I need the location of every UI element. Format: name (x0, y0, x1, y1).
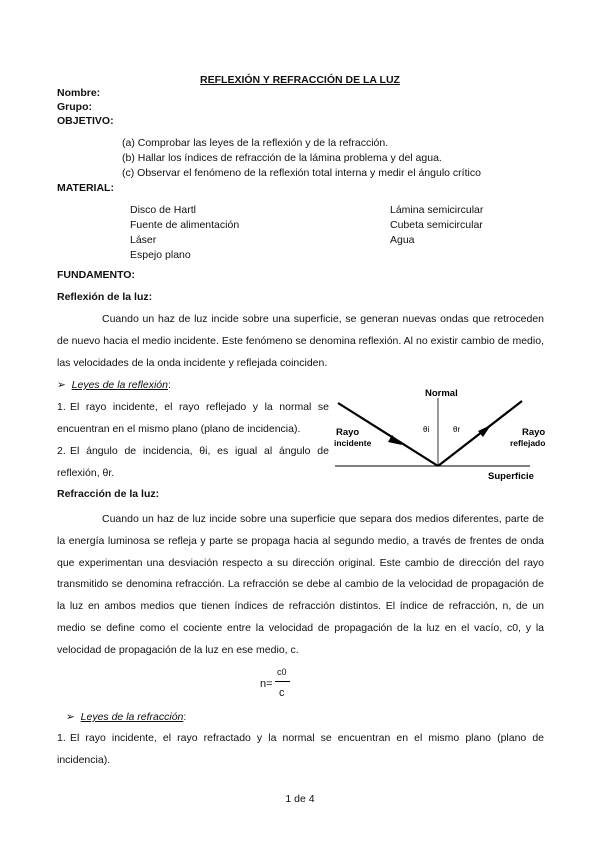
normal-label: Normal (425, 388, 458, 399)
reflected-label: reflejado (510, 438, 546, 448)
reflexion-heading: Reflexión de la luz: (57, 291, 153, 303)
page-number: 1 de 4 (285, 793, 315, 805)
grupo-label: Grupo: (57, 101, 92, 113)
reflection-diagram (330, 383, 555, 483)
refraccion-heading: Refracción de la luz: (57, 488, 160, 500)
material-item: Lámina semicircular (390, 204, 484, 216)
refraccion-paragraph (57, 509, 544, 662)
theta-i-label: θi (423, 425, 430, 434)
paragraph-text: Cuando un haz de luz incide sobre una superficie, se generan nuevas ondas que retroceden de nuevo hacia el medio incidente. Este fenómeno se denomina reflexión. Al no existir cambio de medio, las velocidades de la onda incidente y reflejada coinciden. (57, 313, 544, 369)
material-item: Fuente de alimentación (130, 219, 240, 231)
reflexion-paragraph (57, 309, 544, 374)
paragraph-text: Cuando un haz de luz incide sobre una superficie que separa dos medios diferentes, parte de la energía luminosa se refleja y parte se propaga hacia al segundo medio, a través de frentes de onda que experimentan una desviación respecto a su dirección original. Este cambio de dirección del rayo transmitido se denomina refracción. La refracción se debe al cambio de la velocidad de propagación de la luz en ambos medios que tienen índices de refracción distintos. El índice de refracción, n, de un medio se define como el cociente entre la velocidad de propagación de la luz en el vacío, c0, y la velocidad de propagación de la luz en ese medio, c. (57, 513, 544, 656)
formula-numerator: c0 (277, 667, 287, 677)
fundamento-heading: FUNDAMENTO: (57, 269, 135, 281)
arrow-bullet-icon: ➢ (57, 379, 66, 391)
reflexion-law-1: 1. El rayo incidente, el rayo reflejado y la normal se encuentran en el mismo plano (plano de incidencia). (57, 401, 329, 435)
reflected-label: Rayo (522, 427, 546, 438)
nombre-label: Nombre: (57, 87, 101, 99)
law-text: El rayo incidente, el rayo reflejado y la normal se encuentran en el mismo plano (plano de incidencia). (57, 401, 329, 435)
material-item: Láser (130, 234, 157, 246)
material-item: Espejo plano (130, 249, 191, 261)
law-text: El rayo incidente, el rayo refractado y la normal se encuentran en el mismo plano (plano de incidencia). (57, 732, 544, 766)
objetivo-item: (b) Hallar los índices de refracción de la lámina problema y del agua. (122, 152, 442, 164)
objetivo-heading: OBJETIVO: (57, 115, 114, 127)
reflexion-law-2: 2. El ángulo de incidencia, θi, es igual al ángulo de reflexión, θr. (57, 445, 329, 479)
material-item: Agua (390, 234, 415, 246)
incident-label: Rayo (336, 427, 360, 438)
page-title: REFLEXIÓN Y REFRACCIÓN DE LA LUZ (200, 74, 400, 86)
material-heading: MATERIAL: (57, 182, 114, 194)
theta-r-label: θr (453, 425, 461, 434)
reflected-arrow-icon (478, 425, 491, 437)
objetivo-item: (c) Observar el fenómeno de la reflexión total interna y medir el ángulo crítico (122, 167, 481, 179)
formula-denominator: c (279, 687, 285, 699)
refraccion-law-1: 1. El rayo incidente, el rayo refractado y la normal se encuentran en el mismo plano (plano de incidencia). (57, 732, 544, 766)
laws-heading-text: Leyes de la refracción (80, 711, 184, 723)
material-item: Disco de Hartl (130, 204, 196, 216)
formula-lhs: n= (260, 678, 273, 690)
reflexion-laws-heading: ➢ Leyes de la reflexión: (57, 379, 171, 391)
arrow-bullet-icon: ➢ (66, 711, 75, 723)
surface-label: Superficie (488, 471, 534, 482)
refraccion-laws-heading: ➢ Leyes de la refracción: (66, 711, 187, 723)
material-item: Cubeta semicircular (390, 219, 483, 231)
incident-label: incidente (334, 438, 372, 448)
reflected-ray (438, 401, 522, 466)
objetivo-item: (a) Comprobar las leyes de la reflexión y de la refracción. (122, 137, 389, 149)
law-text: El ángulo de incidencia, θi, es igual al ángulo de reflexión, θr. (57, 445, 329, 479)
fraction-bar (275, 681, 290, 682)
laws-heading-text: Leyes de la reflexión (71, 379, 168, 391)
